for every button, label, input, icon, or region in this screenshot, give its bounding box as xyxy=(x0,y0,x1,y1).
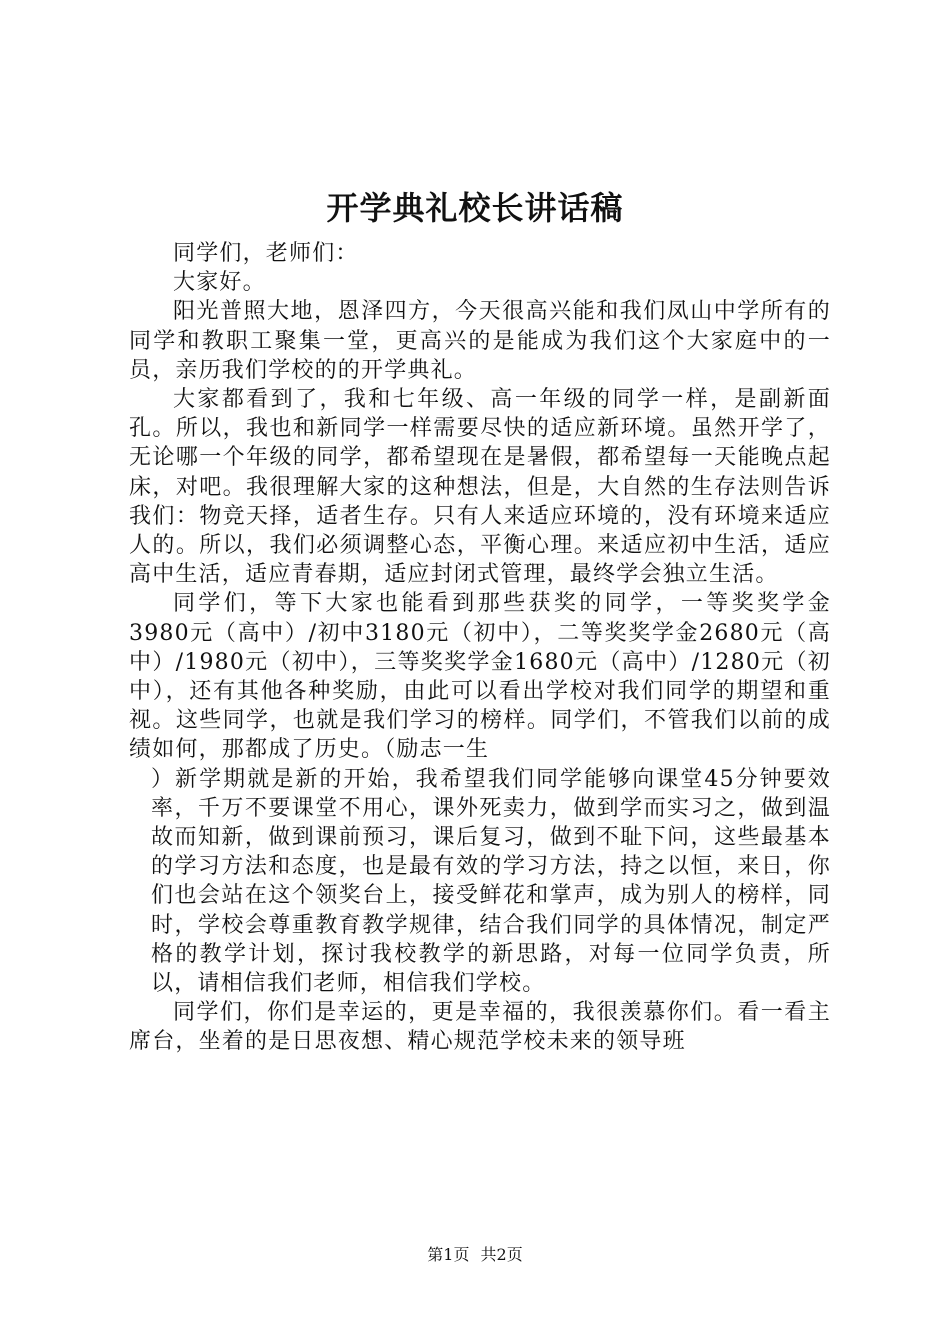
paragraph-adaptation: 大家都看到了，我和七年级、高一年级的同学一样，是副新面孔。所以，我也和新同学一样需要尽快的适应新环境。虽然开学了，无论哪一个年级的同学，都希望现在是暑假，都希望每一天能晚点起床，对吧。我很理解大家的这种想法，但是，大自然的生存法则告诉我们：物竞天择，适者生存。只有人来适应环境的，没有环境来适应人的。所以，我们必须调整心态，平衡心理。来适应初中生活，适应高中生活，适应青春期，适应封闭式管理，最终学会独立生活。 xyxy=(129,387,831,588)
paragraph-intro: 阳光普照大地，恩泽四方，今天很高兴能和我们凤山中学所有的同学和教职工聚集一堂，更高兴的是能成为我们这个大家庭中的一员，亲历我们学校的的开学典礼。 xyxy=(129,299,831,383)
paragraph-greeting: 大家好。 xyxy=(173,270,266,296)
page-total: 共2页 xyxy=(480,1245,523,1264)
paragraph-awards: 同学们，等下大家也能看到那些获奖的同学，一等奖奖学金3980元（高中）/初中3180元（初中），二等奖奖学金2680元（高中）/1980元（初中），三等奖奖学金1680元（高中）/1280元（初中），还有其他各种奖励，由此可以看出学校对我们同学的期望和重视。这些同学，也就是我们学习的榜样。同学们，不管我们以前的成绩如何，那都成了历史。（励志一生 xyxy=(129,591,831,763)
page-number: 第1页 xyxy=(427,1245,470,1264)
page-title: 开学典礼校长讲话稿 xyxy=(326,189,624,227)
document-body xyxy=(129,239,831,1057)
paragraph-closing: 同学们，你们是幸运的，更是幸福的，我很羡慕你们。看一看主席台，坐着的是日思夜想、精心规范学校未来的领导班 xyxy=(129,1000,831,1055)
page-footer xyxy=(0,1245,950,1265)
paragraph-new-semester: ）新学期就是新的开始，我希望我们同学能够向课堂45分钟要效率，千万不要课堂不用心，课外死卖力，做到学而实习之，做到温故而知新，做到课前预习，课后复习，做到不耻下问，这些最基本的学习方法和态度，也是最有效的学习方法，持之以恒，来日，你们也会站在这个领奖台上，接受鲜花和掌声，成为别人的榜样，同时，学校会尊重教育教学规律，结合我们同学的具体情况，制定严格的教学计划，探讨我校教学的新思路，对每一位同学负责，所以，请相信我们老师，相信我们学校。 xyxy=(151,766,831,997)
paragraph-salutation: 同学们，老师们： xyxy=(173,241,359,266)
